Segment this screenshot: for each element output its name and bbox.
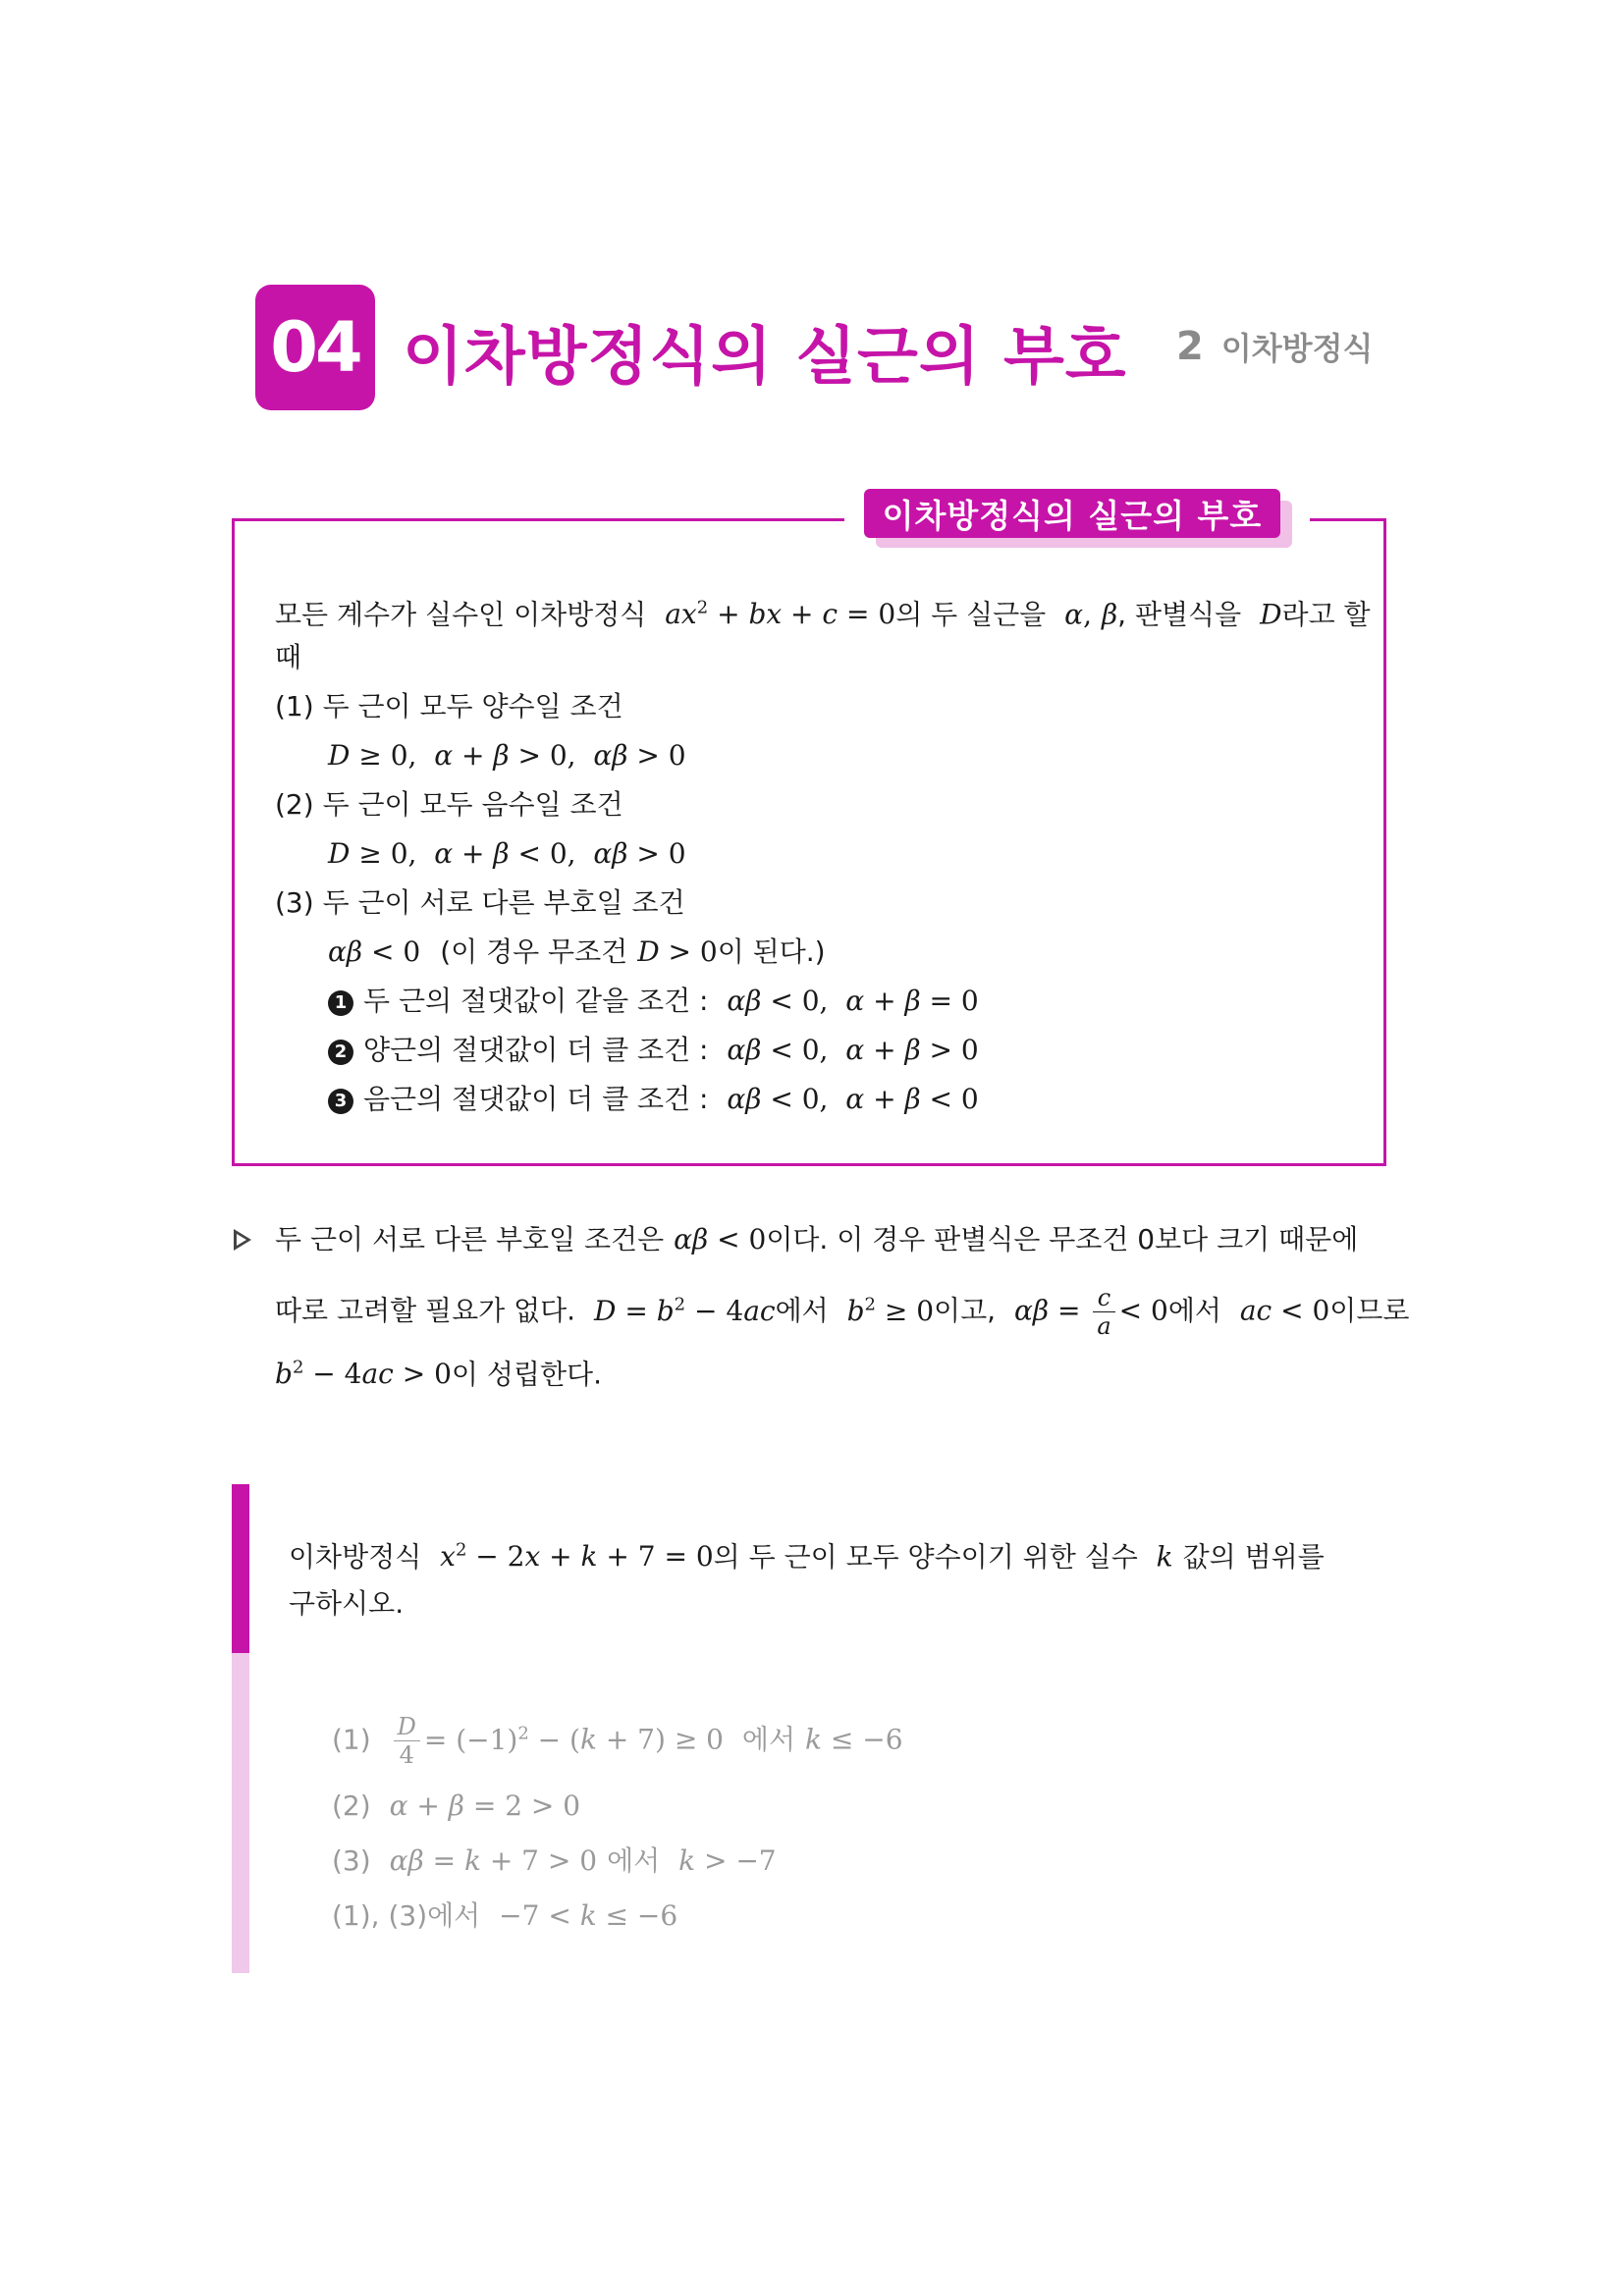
case3-sub1: 1 두 근의 절댓값이 같을 조건 : αβ < 0, α + β = 0 [328,982,979,1021]
explain-l2-d: 에서 [1167,1294,1221,1327]
solution-s1-b: 에서 [741,1723,796,1756]
problem-l1-a: 이차방정식 [289,1540,422,1574]
case3-sub2: 2 양근의 절댓값이 더 클 조건 : αβ < 0, α + β > 0 [328,1031,979,1070]
number-3-bullet-icon: 3 [328,1089,353,1114]
fraction-d-over-4: $\frac{D}{4}$ [394,1713,420,1769]
case3-sub3: 3 음근의 절댓값이 더 클 조건 : αβ < 0, α + β < 0 [328,1080,979,1119]
problem-l1-b: 의 두 근이 모두 양수이기 위한 실수 [713,1540,1138,1574]
discriminant-symbol: D [1260,598,1282,631]
solution-line2: (2) α + β = 2 > 0 [332,1789,581,1822]
sub3-text: 음근의 절댓값이 더 클 조건 : [363,1083,709,1115]
solution-s2: (2) [332,1789,371,1822]
explain-l2-b: 에서 [775,1294,829,1327]
explain-line2: 따로 고려할 필요가 없다. $D = b^2 - 4ac$에서 $b^2 \ge 0$이고, αβ = $\frac{c}{a}$ < 0에서 ac < 0이므로 [275,1284,1410,1340]
section-number-badge [255,285,375,410]
summary-label: 이차방정식의 실근의 부호 [864,489,1280,538]
case1-title: (1) 두 근이 모두 양수일 조건 [275,690,623,722]
intro-text-d: 라고 할 [1281,598,1371,631]
number-2-bullet-icon: 2 [328,1040,353,1065]
solution-bar [232,1653,249,1973]
fraction-c-over-a: $\frac{c}{a}$ [1093,1284,1114,1340]
roots-symbol: α [1064,598,1084,631]
solution-line3: (3) αβ = k + 7 > 0 에서 k > −7 [332,1844,777,1877]
explain-l1-b: 이다. 이 경우 판별식은 무조건 0보다 크기 때문에 [766,1223,1359,1255]
solution-line4: (1), (3)에서 −7 < k ≤ −6 [332,1899,678,1932]
explain-l2-a: 따로 고려할 필요가 없다. [275,1294,576,1327]
intro-text-a: 모든 계수가 실수인 이차방정식 [275,598,647,631]
case3-note-a: (이 경우 무조건 [440,935,628,968]
problem-bar [232,1484,249,1653]
sub2-text: 양근의 절댓값이 더 클 조건 : [363,1034,709,1066]
solution-s3: (3) [332,1844,371,1877]
chapter-number: 2 [1176,324,1204,369]
summary-intro-line2: 때 [275,641,302,673]
case3-title: (3) 두 근이 서로 다른 부호일 조건 [275,886,685,919]
chapter-label [1176,324,1373,369]
solution-s3-b: 에서 [607,1844,661,1877]
case3-note-b: 이 된다.) [717,935,826,968]
case1-condition: D ≥ 0, α + β > 0, αβ > 0 [328,739,686,772]
quadratic-equation: $ax^2$ + bx + c = 0 [665,598,896,631]
explain-l2-c: 이고, [934,1294,997,1327]
solution-s1: (1) [332,1723,371,1756]
solution-line1: (1) $\frac{D}{4}$ = $(-1)^2 - (k + 7) \ge 0$ 에서 k ≤ −6 [332,1713,903,1769]
problem-line2: 구하시오. [289,1587,405,1620]
solution-s4: (1), (3)에서 [332,1899,481,1932]
chapter-name: 이차방정식 [1220,330,1374,367]
intro-text-b: 의 두 실근을 [895,598,1047,631]
case3-condition: αβ < 0 (이 경우 무조건 D > 0이 된다.) [328,935,826,968]
case2-title: (2) 두 근이 모두 음수일 조건 [275,788,623,821]
number-1-bullet-icon: 1 [328,990,353,1016]
intro-text-c: , 판별식을 [1117,598,1242,631]
triangle-marker-inner [237,1234,246,1246]
explain-l1-a: 두 근이 서로 다른 부호일 조건은 [275,1223,665,1255]
problem-l1-c: 값의 범위를 [1182,1540,1325,1574]
sub1-text: 두 근의 절댓값이 같을 조건 : [363,985,709,1017]
case2-condition: D ≥ 0, α + β < 0, αβ > 0 [328,837,686,870]
explain-line1: 두 근이 서로 다른 부호일 조건은 αβ < 0이다. 이 경우 판별식은 무조건 0보다 크기 때문에 [275,1223,1359,1255]
explain-l2-e: 이므로 [1329,1294,1410,1327]
explain-line3: $b^2 - 4ac > 0$이 성립한다. [275,1358,602,1391]
section-number: 04 [270,307,360,388]
summary-intro-line: 모든 계수가 실수인 이차방정식 $ax^2$ + bx + c = 0의 두 실근을 α, β, 판별식을 D라고 할 [275,598,1371,631]
page-title: 이차방정식의 실근의 부호 [403,321,1127,394]
problem-line1: 이차방정식 $x^2 - 2x + k + 7 = 0$의 두 근이 모두 양수이기 위한 실수 k 값의 범위를 [289,1540,1325,1574]
explain-l3-a: 이 성립한다. [451,1358,602,1391]
